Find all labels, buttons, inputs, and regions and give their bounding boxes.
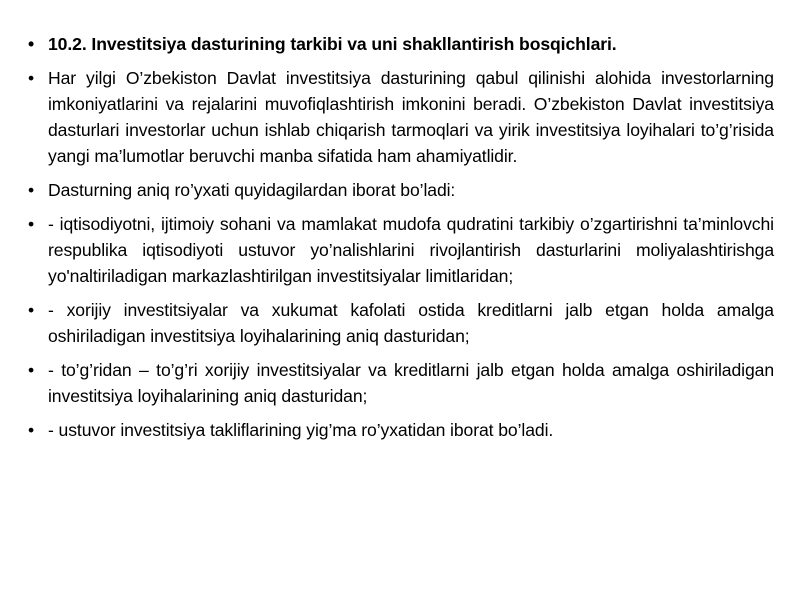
- bullet-icon: •: [28, 214, 35, 234]
- bullet-icon: •: [28, 420, 35, 440]
- list-item: [28, 417, 774, 443]
- section-heading-text: 10.2. Investitsiya dasturining tarkibi va uni shakllantirish bosqichlari.: [48, 34, 617, 54]
- bullet-list: [28, 31, 774, 451]
- bullet-icon: •: [28, 180, 35, 200]
- list-item: [28, 357, 774, 409]
- list-item-text: - xorijiy investitsiyalar va xukumat kafolati ostida kreditlarni jalb etgan holda amalga oshiriladigan investitsiya loyihalarining aniq dasturidan;: [48, 300, 774, 346]
- list-item-text: - iqtisodiyotni, ijtimoiy sohani va mamlakat mudofa qudratini tarkibiy o’zgartirishni ta’minlovchi respublika iqtisodiyoti ustuvor yo’nalishlarini rivojlantirish dasturlarini moliyalashtirishga yo'naltiriladigan markazlashtirilgan investitsiyalar limitlaridan;: [48, 214, 774, 286]
- bullet-icon: •: [28, 68, 35, 88]
- list-item-text: Har yilgi O’zbekiston Davlat investitsiya dasturining qabul qilinishi alohida investorlarning imkoniyatlarini va rejalarini muvofiqlashtirish imkonini beradi. O’zbekiston Davlat investitsiya dasturlari investorlar uchun ishlab chiqarish tarmoqlari va yirik investitsiya loyihalari to’g’risida yangi ma’lumotlar beruvchi manba sifatida ham ahamiyatlidir.: [48, 68, 774, 166]
- list-item: [28, 177, 774, 203]
- list-item: [28, 297, 774, 349]
- list-item-text: - ustuvor investitsiya takliflarining yig’ma ro’yxatidan iborat bo’ladi.: [48, 420, 554, 440]
- list-item: [28, 65, 774, 169]
- list-item-text: - to’g’ridan – to’g’ri xorijiy investitsiyalar va kreditlarni jalb etgan holda amalga oshiriladigan investitsiya loyihalarining aniq dasturidan;: [48, 360, 774, 406]
- list-item: [28, 211, 774, 289]
- section-heading: [28, 31, 774, 57]
- list-item-text: Dasturning aniq ro’yxati quyidagilardan iborat bo’ladi:: [48, 180, 456, 200]
- bullet-icon: •: [28, 34, 35, 54]
- bullet-icon: •: [28, 360, 35, 380]
- bullet-icon: •: [28, 300, 35, 320]
